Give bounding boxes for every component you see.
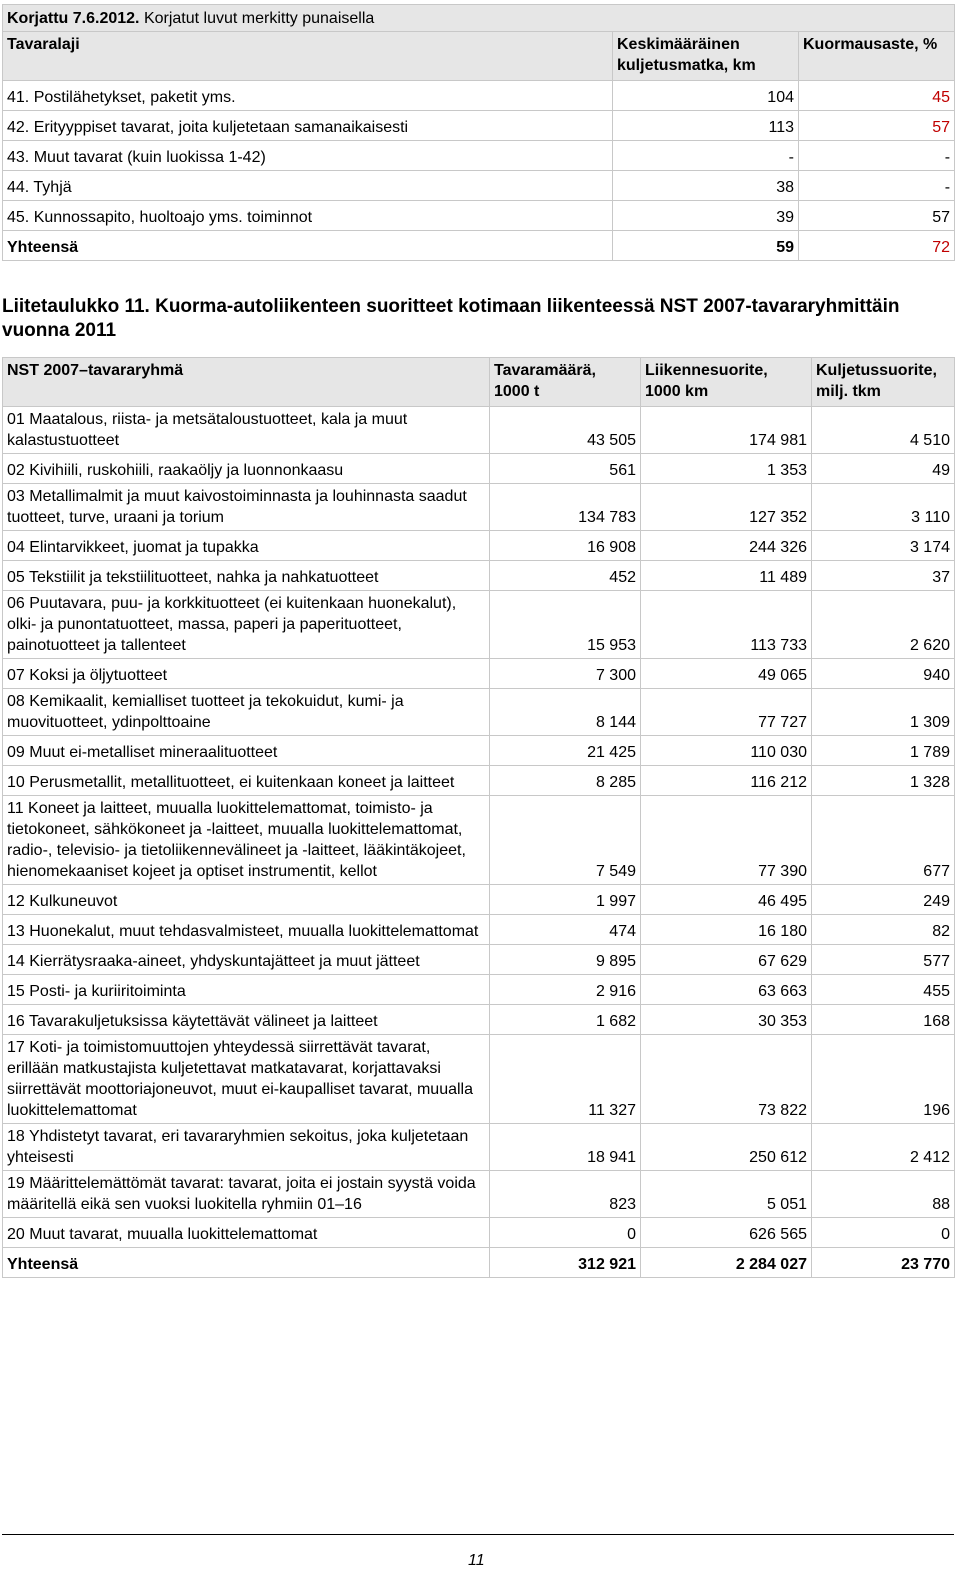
traffic-performance-value: 16 180 [641, 915, 812, 945]
traffic-performance-value: 77 727 [641, 689, 812, 736]
table-row [3, 1171, 955, 1218]
transport-performance-value: 1 789 [812, 736, 955, 766]
document-page [2, 4, 954, 1278]
goods-amount-value: 134 783 [490, 484, 641, 531]
traffic-performance-value: 11 489 [641, 561, 812, 591]
transport-performance-value: 82 [812, 915, 955, 945]
goods-group-label: 05 Tekstiilit ja tekstiilituotteet, nahka ja nahkatuotteet [3, 561, 490, 591]
footer-divider [2, 1534, 954, 1535]
table2-header-amount: Tavaramäärä, 1000 t [490, 358, 641, 407]
transport-performance-value: 249 [812, 885, 955, 915]
goods-group-label: 01 Maatalous, riista- ja metsätaloustuotteet, kala ja muut kalastustuotteet [3, 407, 490, 454]
goods-group-label: 17 Koti- ja toimistomuuttojen yhteydessä siirrettävät tavarat, erillään matkustajista kuljetettavat matkatavarat, korjattavaksi siirrettävät moottoriajoneuvot, muut ei-kaupalliset tavarat, muualla luokittelemattomat [3, 1035, 490, 1124]
goods-group-label: 16 Tavarakuljetuksissa käytettävät välineet ja laitteet [3, 1005, 490, 1035]
goods-group-label: 14 Kierrätysraaka-aineet, yhdyskuntajätteet ja muut jätteet [3, 945, 490, 975]
goods-group-label: 13 Huonekalut, muut tehdasvalmisteet, muualla luokittelemattomat [3, 915, 490, 945]
table-row [3, 1035, 955, 1124]
table1-total-row [3, 231, 955, 261]
goods-group-label: 10 Perusmetallit, metallituotteet, ei kuitenkaan koneet ja laitteet [3, 766, 490, 796]
traffic-performance-value: 110 030 [641, 736, 812, 766]
goods-group-label: 09 Muut ei-metalliset mineraalituotteet [3, 736, 490, 766]
traffic-performance-value: 113 733 [641, 591, 812, 659]
table-row [3, 659, 955, 689]
table-row [3, 1124, 955, 1171]
load-rate-value: 57 [799, 201, 955, 231]
traffic-performance-value: 250 612 [641, 1124, 812, 1171]
goods-amount-value: 7 300 [490, 659, 641, 689]
goods-group-label: 11 Koneet ja laitteet, muualla luokittelemattomat, toimisto- ja tietokoneet, sähkökoneet ja -laitteet, muualla luokittelemattomat, radio-, televisio- ja tietoliikennevälineet ja -laitteet, lääkintäkojeet, hienomekaaniset kojeet ja optiset instrumentit, kellot [3, 796, 490, 885]
table-row [3, 141, 955, 171]
avg-distance-value: 38 [613, 171, 799, 201]
traffic-performance-value: 73 822 [641, 1035, 812, 1124]
traffic-performance-value: 63 663 [641, 975, 812, 1005]
transport-performance-value: 4 510 [812, 407, 955, 454]
table1-header-type: Tavaralaji [3, 32, 613, 81]
transport-performance-value: 677 [812, 796, 955, 885]
traffic-performance-value: 49 065 [641, 659, 812, 689]
traffic-performance-value: 5 051 [641, 1171, 812, 1218]
goods-amount-value: 8 144 [490, 689, 641, 736]
goods-group-label: 07 Koksi ja öljytuotteet [3, 659, 490, 689]
table-row [3, 561, 955, 591]
freight-type-label: 44. Tyhjä [3, 171, 613, 201]
transport-performance-value: 168 [812, 1005, 955, 1035]
transport-performance-value: 196 [812, 1035, 955, 1124]
total-label: Yhteensä [3, 231, 613, 261]
goods-group-label: 19 Määrittelemättömät tavarat: tavarat, joita ei jostain syystä voida määritellä eikä sen vuoksi luokitella ryhmiin 01–16 [3, 1171, 490, 1218]
goods-group-label: 18 Yhdistetyt tavarat, eri tavararyhmien sekoitus, joka kuljetetaan yhteisesti [3, 1124, 490, 1171]
traffic-performance-value: 30 353 [641, 1005, 812, 1035]
goods-group-label: 04 Elintarvikkeet, juomat ja tupakka [3, 531, 490, 561]
avg-distance-value: 39 [613, 201, 799, 231]
table2-header-group: NST 2007–tavararyhmä [3, 358, 490, 407]
table-row [3, 484, 955, 531]
avg-distance-value: 104 [613, 81, 799, 111]
transport-performance-value: 1 328 [812, 766, 955, 796]
table2-total-row [3, 1248, 955, 1278]
goods-group-label: 20 Muut tavarat, muualla luokittelemattomat [3, 1218, 490, 1248]
traffic-performance-value: 46 495 [641, 885, 812, 915]
goods-group-label: 08 Kemikaalit, kemialliset tuotteet ja tekokuidut, kumi- ja muovituotteet, ydinpolttoaine [3, 689, 490, 736]
nst-goods-table [2, 357, 955, 1278]
goods-amount-value: 43 505 [490, 407, 641, 454]
goods-amount-value: 16 908 [490, 531, 641, 561]
total-amount-value: 312 921 [490, 1248, 641, 1278]
goods-amount-value: 452 [490, 561, 641, 591]
appendix-table-title [2, 295, 954, 343]
transport-performance-value: 2 620 [812, 591, 955, 659]
table-row [3, 171, 955, 201]
goods-amount-value: 18 941 [490, 1124, 641, 1171]
appendix-table-caption: Kuorma-autoliikenteen suoritteet kotimaan liikenteessä NST 2007-tavararyhmittäin vuonna 2011 [2, 296, 900, 341]
correction-notice [3, 5, 955, 32]
goods-amount-value: 7 549 [490, 796, 641, 885]
correction-notice-row [3, 5, 955, 32]
total-distance-value: 59 [613, 231, 799, 261]
table-row [3, 689, 955, 736]
table-row [3, 736, 955, 766]
total-label: Yhteensä [3, 1248, 490, 1278]
table-row [3, 945, 955, 975]
table-row [3, 454, 955, 484]
goods-group-label: 03 Metallimalmit ja muut kaivostoiminnasta ja louhinnasta saadut tuotteet, turve, uraani ja torium [3, 484, 490, 531]
goods-amount-value: 561 [490, 454, 641, 484]
total-transport-value: 23 770 [812, 1248, 955, 1278]
traffic-performance-value: 77 390 [641, 796, 812, 885]
freight-type-label: 45. Kunnossapito, huoltoajo yms. toiminnot [3, 201, 613, 231]
transport-performance-value: 49 [812, 454, 955, 484]
load-rate-value: 57 [799, 111, 955, 141]
goods-amount-value: 1 997 [490, 885, 641, 915]
table1-header-load: Kuormausaste, % [799, 32, 955, 81]
traffic-performance-value: 174 981 [641, 407, 812, 454]
table-row [3, 915, 955, 945]
table1-header-distance: Keskimääräinen kuljetusmatka, km [613, 32, 799, 81]
transport-performance-value: 3 174 [812, 531, 955, 561]
traffic-performance-value: 244 326 [641, 531, 812, 561]
traffic-performance-value: 67 629 [641, 945, 812, 975]
transport-performance-value: 3 110 [812, 484, 955, 531]
traffic-performance-value: 626 565 [641, 1218, 812, 1248]
traffic-performance-value: 127 352 [641, 484, 812, 531]
freight-type-label: 41. Postilähetykset, paketit yms. [3, 81, 613, 111]
avg-distance-value: - [613, 141, 799, 171]
goods-amount-value: 9 895 [490, 945, 641, 975]
goods-amount-value: 21 425 [490, 736, 641, 766]
load-rate-value: - [799, 171, 955, 201]
table-row [3, 81, 955, 111]
appendix-table-number: Liitetaulukko 11. [2, 296, 150, 317]
transport-performance-value: 577 [812, 945, 955, 975]
transport-performance-value: 2 412 [812, 1124, 955, 1171]
transport-performance-value: 37 [812, 561, 955, 591]
freight-type-label: 43. Muut tavarat (kuin luokissa 1-42) [3, 141, 613, 171]
goods-amount-value: 15 953 [490, 591, 641, 659]
goods-amount-value: 823 [490, 1171, 641, 1218]
table2-body [3, 407, 955, 1278]
goods-group-label: 02 Kivihiili, ruskohiili, raakaöljy ja luonnonkaasu [3, 454, 490, 484]
traffic-performance-value: 116 212 [641, 766, 812, 796]
transport-performance-value: 88 [812, 1171, 955, 1218]
transport-performance-value: 0 [812, 1218, 955, 1248]
load-rate-value: - [799, 141, 955, 171]
table1-header-row [3, 32, 955, 81]
table-row [3, 531, 955, 561]
table-row [3, 1218, 955, 1248]
goods-amount-value: 0 [490, 1218, 641, 1248]
transport-performance-value: 940 [812, 659, 955, 689]
goods-group-label: 06 Puutavara, puu- ja korkkituotteet (ei kuitenkaan huonekalut), olki- ja punontatuotteet, massa, paperi ja paperituotteet, painotuotteet ja tallenteet [3, 591, 490, 659]
correction-date: Korjattu 7.6.2012. [7, 9, 140, 27]
table-row [3, 1005, 955, 1035]
table-row [3, 591, 955, 659]
goods-group-label: 12 Kulkuneuvot [3, 885, 490, 915]
table2-header-row [3, 358, 955, 407]
table-row [3, 201, 955, 231]
goods-amount-value: 474 [490, 915, 641, 945]
table-row [3, 111, 955, 141]
table1-body [3, 81, 955, 261]
avg-distance-value: 113 [613, 111, 799, 141]
load-rate-value: 45 [799, 81, 955, 111]
table-row [3, 885, 955, 915]
table-row [3, 407, 955, 454]
goods-amount-value: 11 327 [490, 1035, 641, 1124]
table2-header-transport: Kuljetussuorite, milj. tkm [812, 358, 955, 407]
table2-header-traffic: Liikennesuorite, 1000 km [641, 358, 812, 407]
table-row [3, 796, 955, 885]
total-traffic-value: 2 284 027 [641, 1248, 812, 1278]
freight-type-label: 42. Erityyppiset tavarat, joita kuljetetaan samanaikaisesti [3, 111, 613, 141]
transport-performance-value: 1 309 [812, 689, 955, 736]
transport-performance-value: 455 [812, 975, 955, 1005]
goods-amount-value: 1 682 [490, 1005, 641, 1035]
goods-amount-value: 2 916 [490, 975, 641, 1005]
total-load-value: 72 [799, 231, 955, 261]
goods-amount-value: 8 285 [490, 766, 641, 796]
page-number: 11 [468, 1552, 485, 1569]
traffic-performance-value: 1 353 [641, 454, 812, 484]
correction-text: Korjatut luvut merkitty punaisella [139, 9, 375, 27]
table-row [3, 766, 955, 796]
table-row [3, 975, 955, 1005]
goods-group-label: 15 Posti- ja kuriiritoiminta [3, 975, 490, 1005]
freight-type-table [2, 4, 955, 261]
